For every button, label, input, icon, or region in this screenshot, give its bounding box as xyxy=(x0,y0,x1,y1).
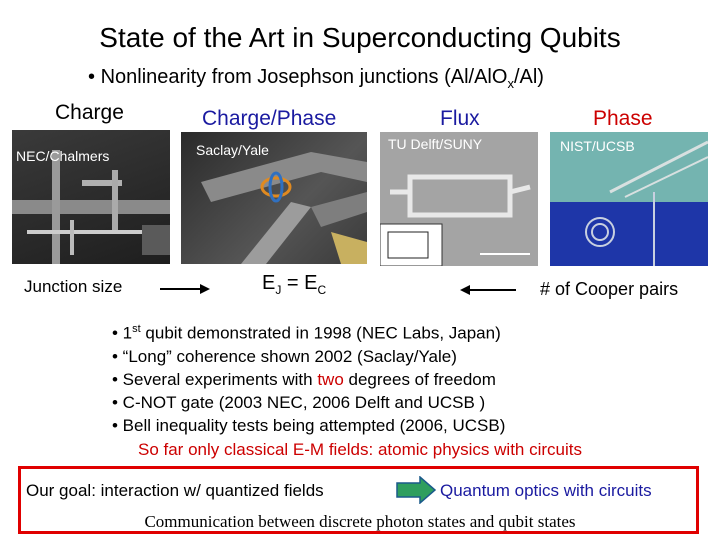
page-title: State of the Art in Superconducting Qubits xyxy=(99,22,621,53)
arrow-left-line xyxy=(468,289,516,291)
goal-text: Our goal: interaction w/ quantized fields xyxy=(26,481,324,500)
bullet-text: • 1 xyxy=(112,323,133,343)
quantum-optics-text: Quantum optics with circuits xyxy=(440,481,652,500)
ej-eq: = E xyxy=(281,272,318,294)
bullet-sup: st xyxy=(132,323,141,335)
subtitle-sub: x xyxy=(507,76,514,91)
bullet-text: qubit demonstrated in 1998 (NEC Labs, Japan) xyxy=(140,323,501,343)
ej-sub: J xyxy=(275,283,282,297)
ec-sub: C xyxy=(317,283,327,297)
bullet-highlight: two xyxy=(317,369,344,389)
bullet-item xyxy=(112,368,505,391)
saclay-yale-micrograph xyxy=(181,132,367,264)
bullet-text: degrees of freedom xyxy=(343,369,496,389)
nec-chalmers-micrograph xyxy=(12,130,170,264)
arrow-right-line xyxy=(160,288,202,290)
nec-chalmers-label: NEC/Chalmers xyxy=(16,148,110,164)
category-charge-phase: Charge/Phase xyxy=(202,107,337,130)
subtitle-bullet: • xyxy=(88,66,96,88)
communication-text: Communication between discrete photon states and qubit states xyxy=(144,512,576,531)
nist-ucsb-micrograph xyxy=(550,132,708,266)
junction-size-label: Junction size xyxy=(24,277,123,296)
bullet-list xyxy=(112,318,505,437)
nist-ucsb-label: NIST/UCSB xyxy=(560,138,635,154)
conclusion-text: So far only classical E-M fields: atomic physics with circuits xyxy=(137,440,583,459)
delft-device-drawing xyxy=(380,132,538,266)
bullet-item xyxy=(112,318,505,345)
delft-suny-micrograph xyxy=(380,132,538,266)
category-charge: Charge xyxy=(55,101,124,124)
delft-suny-label: TU Delft/SUNY xyxy=(388,136,483,152)
subtitle xyxy=(88,66,544,91)
arrow-right-icon xyxy=(200,284,210,294)
bullet-text: • Several experiments with xyxy=(112,369,318,389)
saclay-yale-label: Saclay/Yale xyxy=(196,142,269,158)
ej-letter: E xyxy=(262,272,276,294)
bullet-item: • C-NOT gate (2003 NEC, 2006 Delft and UCSB ) xyxy=(112,392,486,412)
cooper-pairs-label: # of Cooper pairs xyxy=(540,279,679,299)
ej-ec-label xyxy=(262,272,326,297)
subtitle-text: Nonlinearity from Josephson junctions (Al/AlO xyxy=(100,66,508,88)
category-flux: Flux xyxy=(440,107,480,130)
subtitle-tail: /Al) xyxy=(513,66,544,88)
bullet-item: • Bell inequality tests being attempted (2006, UCSB) xyxy=(112,415,506,435)
category-phase: Phase xyxy=(593,107,653,130)
bullet-item: • “Long” coherence shown 2002 (Saclay/Yale) xyxy=(112,346,457,366)
green-arrow-icon xyxy=(396,476,436,504)
